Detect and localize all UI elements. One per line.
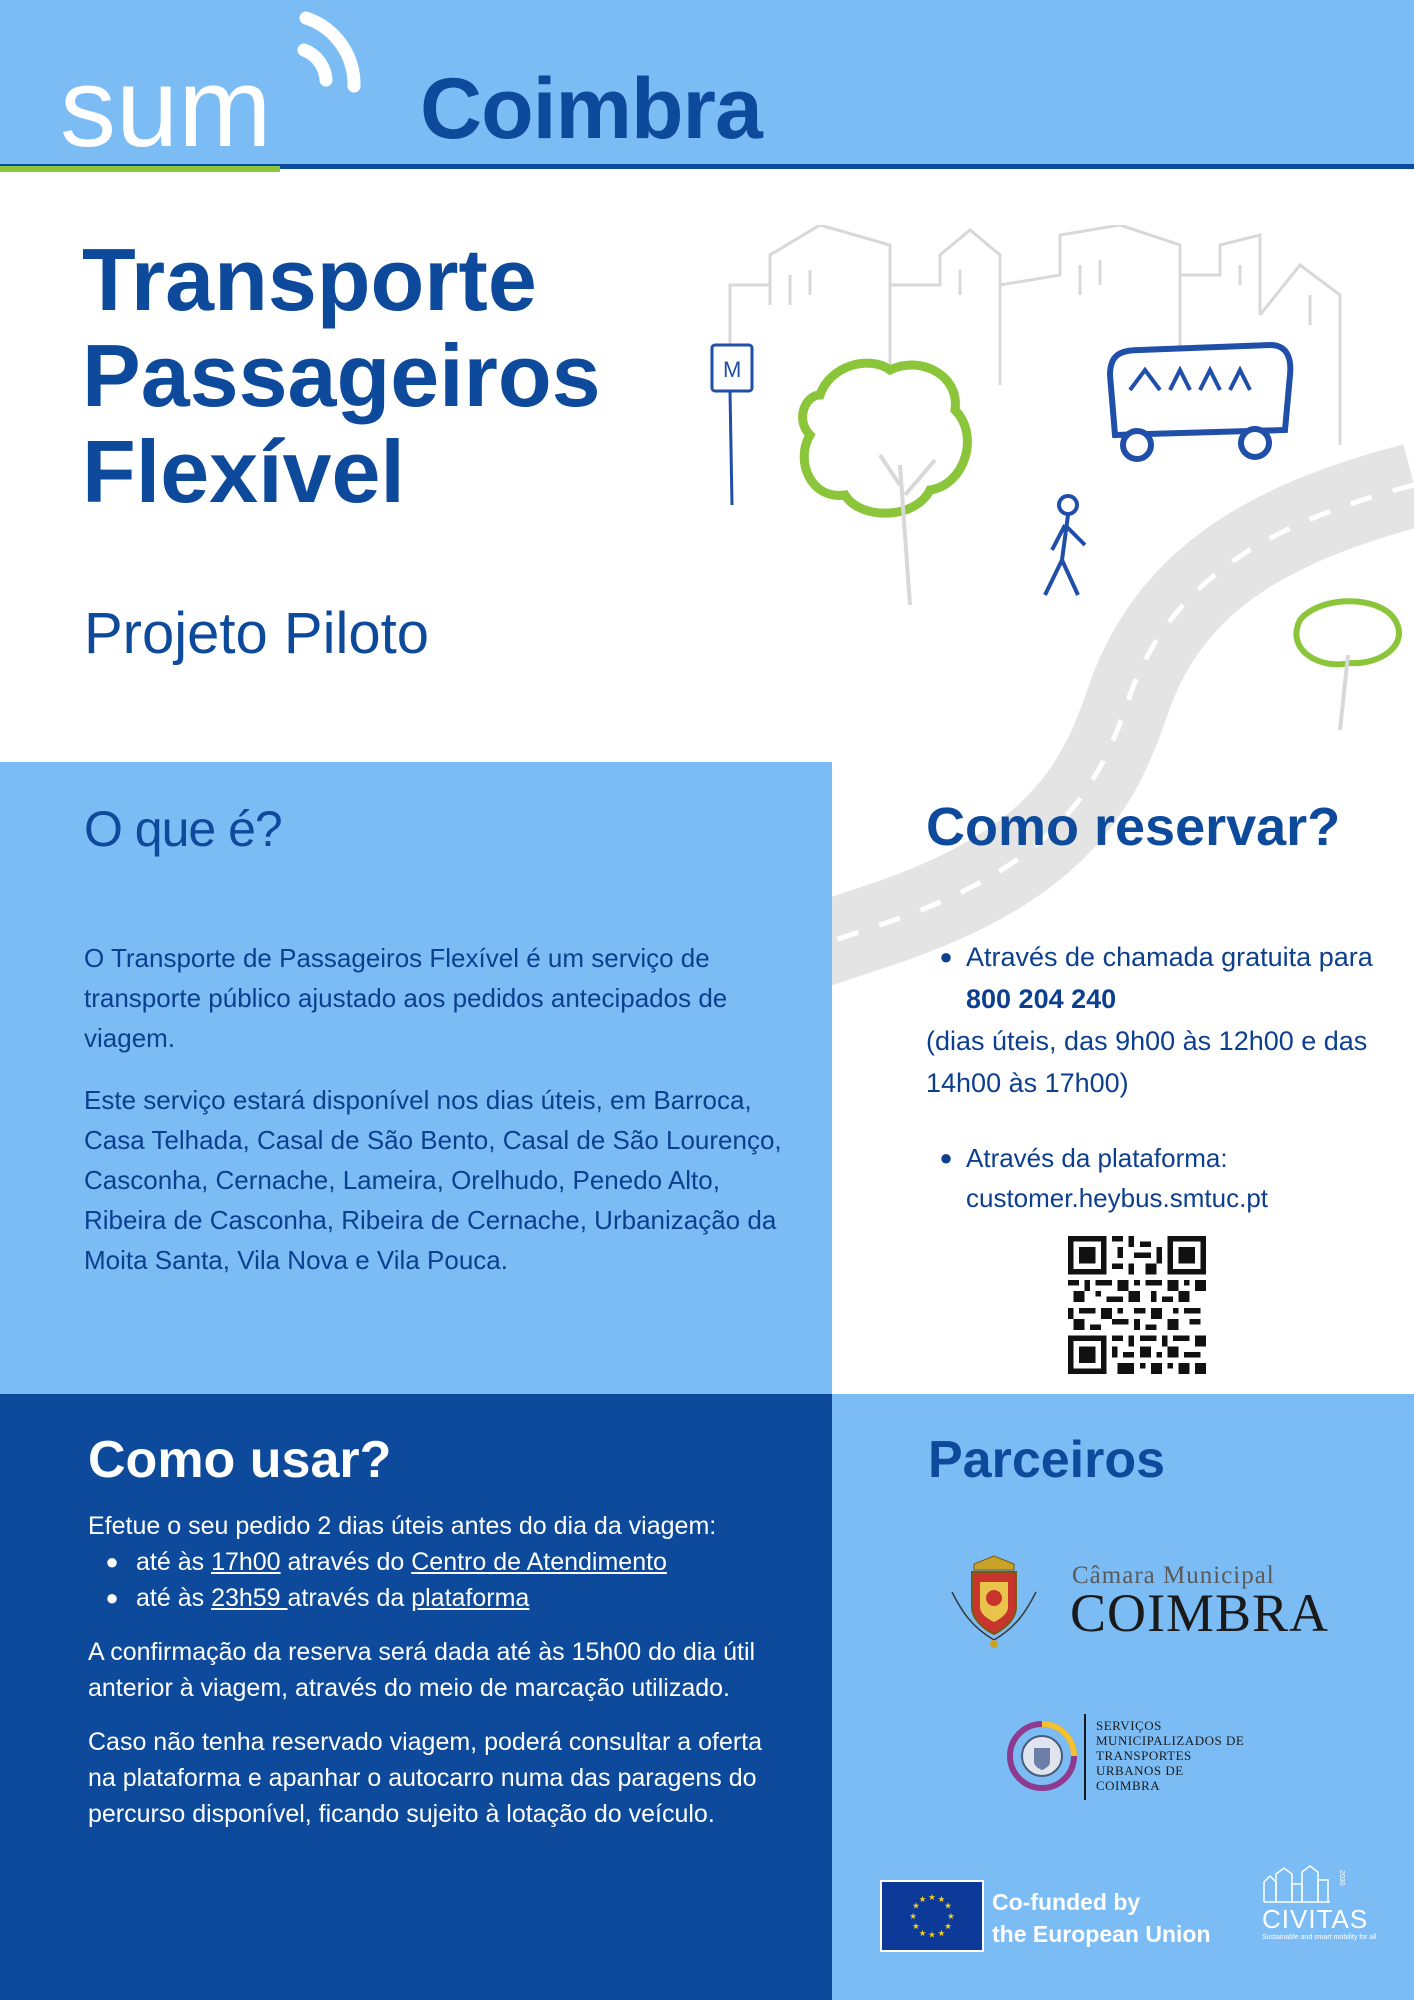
platform-link[interactable]: plataforma — [411, 1584, 530, 1612]
svg-text:★: ★ — [937, 1928, 946, 1939]
eu-flag-icon — [880, 1880, 984, 1952]
platform-url[interactable]: customer.heybus.smtuc.pt — [966, 1183, 1269, 1213]
eu-cofunded-text — [992, 1886, 1211, 1950]
reserve-platform-item — [926, 1138, 1386, 1218]
civitas-logo-icon — [1262, 1862, 1348, 1904]
small-tree-icon — [1296, 601, 1399, 730]
civitas-name: CIVITAS — [1262, 1904, 1369, 1934]
smtuc-logo-icon — [1006, 1720, 1078, 1792]
svg-text:★: ★ — [944, 1922, 952, 1933]
signal-arc-inner — [304, 50, 326, 80]
use-no-booking: Caso não tenha reservado viagem, poderá consultar a oferta na plataforma e apanhar o autocarro numa das paragens do percurso disponível, ficando sujeito à lotação do veículo. — [88, 1728, 763, 1828]
svg-text:★: ★ — [918, 1894, 927, 1905]
svg-text:★: ★ — [944, 1901, 952, 1912]
svg-text:★: ★ — [928, 1892, 936, 1903]
cmc-label: Câmara Municipal — [1072, 1562, 1275, 1589]
platform-label: Através da plataforma: — [966, 1143, 1228, 1173]
sum-logo-text: SUM — [60, 45, 272, 158]
use-item-2-prefix: até às — [136, 1584, 212, 1612]
smtuc-line-1: SERVIÇOS — [1096, 1718, 1162, 1733]
phone-number[interactable]: 800 204 240 — [966, 984, 1117, 1014]
reserve-title: Como reservar? — [926, 797, 1341, 857]
title-line-1: Transporte — [82, 230, 537, 329]
page-subtitle: Projeto Piloto — [84, 601, 429, 666]
civitas-tagline: Sustainable and smart mobility for all — [1262, 1934, 1377, 1941]
use-list — [88, 1544, 788, 1616]
bullet-icon: ● — [939, 1145, 953, 1170]
reserve-call-item — [926, 936, 1386, 1020]
smtuc-name — [1096, 1718, 1244, 1793]
bus-icon — [1110, 345, 1290, 459]
svg-text:★: ★ — [912, 1901, 920, 1912]
use-item-2-text — [136, 1580, 529, 1616]
svg-text:★: ★ — [912, 1922, 920, 1933]
title-line-2: Passageiros — [82, 326, 601, 425]
use-item-1-time: 17h00 — [211, 1548, 281, 1576]
smtuc-line-2: MUNICIPALIZADOS DE — [1096, 1733, 1245, 1748]
what-title: O que é? — [84, 801, 282, 857]
tree-icon — [803, 363, 968, 605]
coimbra-crest-icon — [942, 1552, 1046, 1652]
use-item-1 — [88, 1544, 788, 1580]
svg-text:★: ★ — [947, 1911, 955, 1922]
use-item-2 — [88, 1580, 788, 1616]
bullet-icon: ● — [105, 1549, 119, 1574]
use-intro: Efetue o seu pedido 2 dias úteis antes do dia da viagem: — [88, 1512, 717, 1540]
bullet-icon: ● — [105, 1585, 119, 1610]
svg-text:★: ★ — [928, 1930, 936, 1941]
smtuc-line-5: COIMBRA — [1096, 1778, 1161, 1793]
header-accent — [0, 166, 280, 172]
what-paragraph-2: Este serviço estará disponível nos dias úteis, em Barroca, Casa Telhada, Casal de São Bento, Casal de São Lourenço, Casconha, Cernache, Lameira, Orelhudo, Penedo Alto, Ribeira de Casconha, Ribeira de Cernache, Urbanização da Moita Santa, Vila Nova e Vila Pouca. — [84, 1085, 782, 1275]
call-label: Através de chamada gratuita para — [966, 942, 1373, 972]
reserve-call-text — [966, 936, 1386, 1020]
use-item-1-prefix: até às — [136, 1548, 212, 1576]
use-item-1-middle: através do — [280, 1548, 412, 1576]
reserve-hours: (dias úteis, das 9h00 às 12h00 e das 14h00 às 17h00) — [926, 1026, 1368, 1098]
eu-line-1: Co-funded by — [992, 1889, 1141, 1915]
use-confirmation: A confirmação da reserva será dada até às 15h00 do dia útil anterior à viagem, através do meio de marcação utilizado. — [88, 1638, 756, 1702]
bus-stop-sign-letter: M — [723, 357, 742, 382]
reserve-list — [926, 936, 1386, 1218]
civitas-year: 2030 — [1338, 1870, 1345, 1886]
use-item-2-time: 23h59 — [211, 1584, 288, 1612]
use-item-1-text — [136, 1544, 667, 1580]
eu-line-2: the European Union — [992, 1921, 1211, 1947]
smtuc-divider — [1084, 1714, 1086, 1800]
sum-logo — [58, 8, 388, 158]
what-paragraph-1: O Transporte de Passageiros Flexível é um serviço de transporte público ajustado aos pedidos antecipados de viagem. — [84, 943, 728, 1053]
city-name: Coimbra — [420, 61, 762, 157]
smtuc-line-4: URBANOS DE — [1096, 1763, 1184, 1778]
use-title: Como usar? — [88, 1431, 392, 1489]
title-line-3: Flexível — [82, 422, 405, 521]
svg-text:★: ★ — [909, 1911, 917, 1922]
smtuc-line-3: TRANSPORTES — [1096, 1748, 1192, 1763]
use-body — [88, 1508, 788, 1850]
pedestrian-icon — [1045, 496, 1085, 595]
what-body — [84, 938, 784, 1302]
partners-title: Parceiros — [928, 1431, 1166, 1489]
svg-text:★: ★ — [937, 1894, 946, 1905]
service-center-link[interactable]: Centro de Atendimento — [411, 1548, 667, 1576]
reserve-platform-text — [966, 1138, 1268, 1218]
svg-text:★: ★ — [918, 1928, 927, 1939]
use-item-2-middle: através da — [287, 1584, 412, 1612]
page-title — [82, 232, 702, 520]
cmc-name: COIMBRA — [1070, 1583, 1330, 1643]
qr-code[interactable] — [1068, 1236, 1206, 1374]
bullet-icon: ● — [939, 944, 953, 969]
